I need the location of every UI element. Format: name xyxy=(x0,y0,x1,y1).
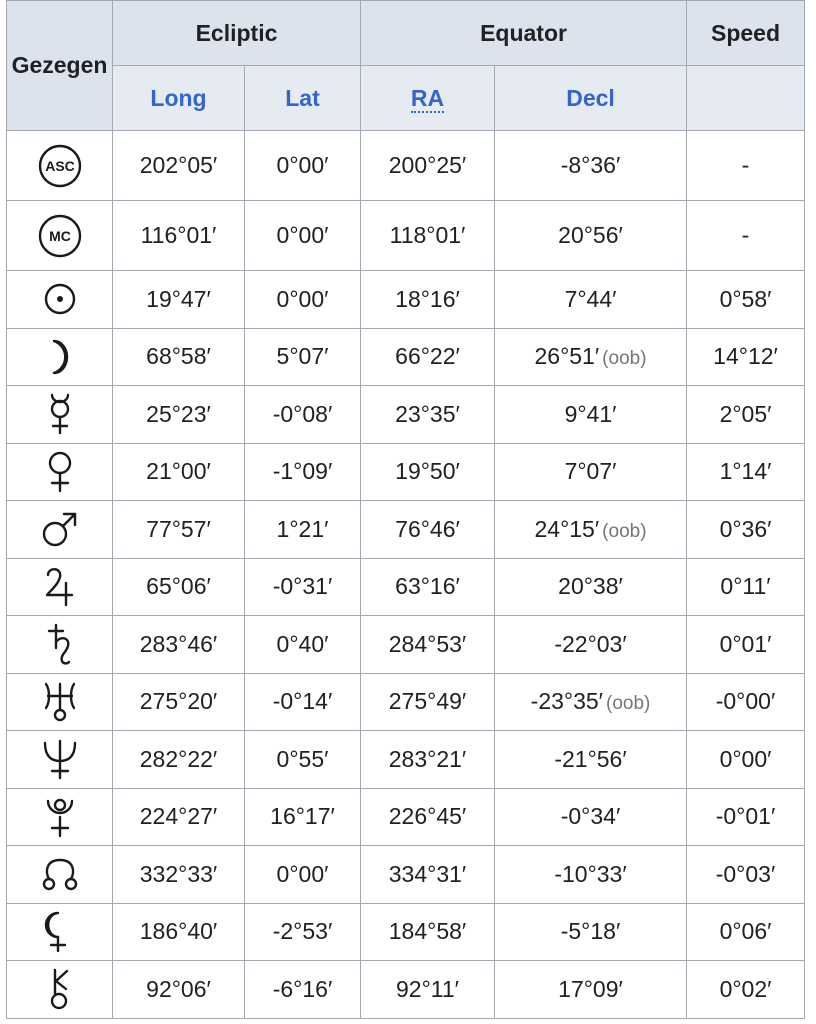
ecliptic-lat-cell: 0°00′ xyxy=(245,131,361,201)
mercury-icon xyxy=(7,392,112,436)
ecliptic-lat-cell: -0°31′ xyxy=(245,558,361,616)
decl-value: -21°56′ xyxy=(554,745,627,772)
ecliptic-lat-cell: 0°00′ xyxy=(245,201,361,271)
lilith-icon xyxy=(7,910,112,954)
svg-text:ASC: ASC xyxy=(44,157,75,174)
decl-value: -0°34′ xyxy=(560,803,621,830)
table-header xyxy=(7,1,805,131)
ecliptic-long-cell: 68°58′ xyxy=(113,328,245,386)
speed-cell: 0°11′ xyxy=(687,558,805,616)
oob-note: (oob) xyxy=(602,520,647,542)
decl-value: 26°51′ xyxy=(534,343,600,370)
equator-ra-cell: 275°49′ xyxy=(361,673,495,731)
equator-decl-cell xyxy=(495,443,687,501)
speed-cell: -0°00′ xyxy=(687,673,805,731)
svg-text:MC: MC xyxy=(48,227,71,244)
ecliptic-long-cell: 282°22′ xyxy=(113,731,245,789)
equator-decl-cell xyxy=(495,501,687,559)
table-row xyxy=(7,271,805,329)
jupiter-icon xyxy=(7,565,112,609)
table-row xyxy=(7,673,805,731)
speed-cell: 0°06′ xyxy=(687,903,805,961)
pluto-icon xyxy=(7,795,112,839)
planet-symbol-cell xyxy=(7,558,113,616)
speed-cell: -0°03′ xyxy=(687,846,805,904)
speed-cell: 0°36′ xyxy=(687,501,805,559)
table-row xyxy=(7,201,805,271)
header-speed: Speed xyxy=(687,1,805,66)
planet-symbol-cell xyxy=(7,131,113,201)
equator-ra-cell: 184°58′ xyxy=(361,903,495,961)
header-planet: Gezegen xyxy=(7,1,113,131)
equator-ra-cell: 92°11′ xyxy=(361,961,495,1019)
speed-cell: 2°05′ xyxy=(687,386,805,444)
ecliptic-lat-cell: 1°21′ xyxy=(245,501,361,559)
equator-decl-cell xyxy=(495,201,687,271)
table-row xyxy=(7,131,805,201)
ecliptic-lat-cell: 5°07′ xyxy=(245,328,361,386)
header-equator: Equator xyxy=(361,1,687,66)
table-row xyxy=(7,616,805,674)
neptune-icon xyxy=(7,737,112,781)
equator-decl-cell xyxy=(495,961,687,1019)
decl-value: 24°15′ xyxy=(534,515,600,542)
ecliptic-lat-cell: -6°16′ xyxy=(245,961,361,1019)
decl-value: 20°56′ xyxy=(558,222,623,248)
planet-symbol-cell xyxy=(7,846,113,904)
equator-decl-cell xyxy=(495,131,687,201)
equator-decl-cell xyxy=(495,673,687,731)
speed-cell: 0°00′ xyxy=(687,731,805,789)
table-row xyxy=(7,961,805,1019)
planet-symbol-cell xyxy=(7,501,113,559)
ecliptic-long-cell: 92°06′ xyxy=(113,961,245,1019)
equator-decl-cell xyxy=(495,558,687,616)
equator-decl-cell xyxy=(495,903,687,961)
decl-value: -8°36′ xyxy=(560,152,621,178)
planet-symbol-cell xyxy=(7,961,113,1019)
equator-decl-cell xyxy=(495,788,687,846)
equator-decl-cell xyxy=(495,328,687,386)
ecliptic-long-cell: 283°46′ xyxy=(113,616,245,674)
equator-decl-cell xyxy=(495,271,687,329)
header-decl: Decl xyxy=(495,66,687,131)
ecliptic-long-cell: 332°33′ xyxy=(113,846,245,904)
planet-symbol-cell xyxy=(7,616,113,674)
header-ra-label[interactable]: RA xyxy=(410,84,445,111)
equator-decl-cell xyxy=(495,616,687,674)
moon-icon xyxy=(7,337,112,377)
mars-icon xyxy=(7,509,112,549)
table-row xyxy=(7,501,805,559)
planet-symbol-cell xyxy=(7,386,113,444)
decl-value: 7°07′ xyxy=(564,458,617,485)
table-row xyxy=(7,328,805,386)
equator-ra-cell: 63°16′ xyxy=(361,558,495,616)
speed-cell: - xyxy=(687,201,805,271)
speed-cell: - xyxy=(687,131,805,201)
planet-symbol-cell xyxy=(7,443,113,501)
ephemeris-table xyxy=(6,0,805,1019)
ecliptic-long-cell: 224°27′ xyxy=(113,788,245,846)
equator-ra-cell: 283°21′ xyxy=(361,731,495,789)
header-long: Long xyxy=(113,66,245,131)
speed-cell: 14°12′ xyxy=(687,328,805,386)
table-row xyxy=(7,386,805,444)
ecliptic-lat-cell: 0°00′ xyxy=(245,846,361,904)
ecliptic-long-cell: 65°06′ xyxy=(113,558,245,616)
equator-decl-cell xyxy=(495,731,687,789)
table-row xyxy=(7,788,805,846)
speed-cell: 0°58′ xyxy=(687,271,805,329)
decl-value: -10°33′ xyxy=(554,860,627,887)
ecliptic-long-cell: 202°05′ xyxy=(113,131,245,201)
equator-ra-cell: 200°25′ xyxy=(361,131,495,201)
ecliptic-lat-cell: 0°00′ xyxy=(245,271,361,329)
ecliptic-long-cell: 21°00′ xyxy=(113,443,245,501)
ecliptic-lat-cell: -0°14′ xyxy=(245,673,361,731)
planet-symbol-cell xyxy=(7,673,113,731)
ecliptic-lat-cell: 0°40′ xyxy=(245,616,361,674)
speed-cell: 1°14′ xyxy=(687,443,805,501)
equator-ra-cell: 76°46′ xyxy=(361,501,495,559)
planet-symbol-cell xyxy=(7,788,113,846)
ascendant-icon xyxy=(7,143,112,189)
decl-value: -5°18′ xyxy=(560,918,621,945)
equator-ra-cell: 18°16′ xyxy=(361,271,495,329)
equator-ra-cell: 19°50′ xyxy=(361,443,495,501)
planet-symbol-cell xyxy=(7,903,113,961)
equator-ra-cell: 66°22′ xyxy=(361,328,495,386)
planet-symbol-cell xyxy=(7,201,113,271)
header-ecliptic: Ecliptic xyxy=(113,1,361,66)
header-row-1 xyxy=(7,1,805,66)
speed-cell: -0°01′ xyxy=(687,788,805,846)
table-row xyxy=(7,443,805,501)
uranus-icon xyxy=(7,680,112,724)
chiron-icon xyxy=(7,967,112,1011)
planet-symbol-cell xyxy=(7,731,113,789)
ecliptic-long-cell: 275°20′ xyxy=(113,673,245,731)
table-row xyxy=(7,558,805,616)
decl-value: 7°44′ xyxy=(564,285,617,312)
ecliptic-long-cell: 19°47′ xyxy=(113,271,245,329)
header-row-2 xyxy=(7,66,805,131)
decl-value: -23°35′ xyxy=(530,688,603,715)
decl-value: 20°38′ xyxy=(558,573,623,600)
equator-ra-cell: 334°31′ xyxy=(361,846,495,904)
ecliptic-lat-cell: -0°08′ xyxy=(245,386,361,444)
sun-icon xyxy=(7,281,112,317)
table-body xyxy=(7,131,805,1019)
speed-cell: 0°02′ xyxy=(687,961,805,1019)
decl-value: 9°41′ xyxy=(564,400,617,427)
ecliptic-long-cell: 25°23′ xyxy=(113,386,245,444)
planet-symbol-cell xyxy=(7,271,113,329)
ecliptic-long-cell: 77°57′ xyxy=(113,501,245,559)
ecliptic-lat-cell: -2°53′ xyxy=(245,903,361,961)
header-ra[interactable] xyxy=(361,66,495,131)
decl-value: -22°03′ xyxy=(554,630,627,657)
speed-cell: 0°01′ xyxy=(687,616,805,674)
ecliptic-lat-cell: -1°09′ xyxy=(245,443,361,501)
equator-ra-cell: 226°45′ xyxy=(361,788,495,846)
table-row xyxy=(7,731,805,789)
ecliptic-long-cell: 186°40′ xyxy=(113,903,245,961)
saturn-icon xyxy=(7,622,112,666)
equator-ra-cell: 118°01′ xyxy=(361,201,495,271)
north-node-icon xyxy=(7,854,112,894)
ecliptic-lat-cell: 16°17′ xyxy=(245,788,361,846)
midheaven-icon xyxy=(7,213,112,259)
table-row xyxy=(7,903,805,961)
ecliptic-lat-cell: 0°55′ xyxy=(245,731,361,789)
header-lat: Lat xyxy=(245,66,361,131)
equator-ra-cell: 23°35′ xyxy=(361,386,495,444)
oob-note: (oob) xyxy=(602,348,647,370)
ecliptic-long-cell: 116°01′ xyxy=(113,201,245,271)
venus-icon xyxy=(7,450,112,494)
table-row xyxy=(7,846,805,904)
header-speed-sub xyxy=(687,66,805,131)
decl-value: 17°09′ xyxy=(558,975,623,1002)
oob-note: (oob) xyxy=(606,693,651,715)
planet-symbol-cell xyxy=(7,328,113,386)
equator-ra-cell: 284°53′ xyxy=(361,616,495,674)
equator-decl-cell xyxy=(495,386,687,444)
equator-decl-cell xyxy=(495,846,687,904)
